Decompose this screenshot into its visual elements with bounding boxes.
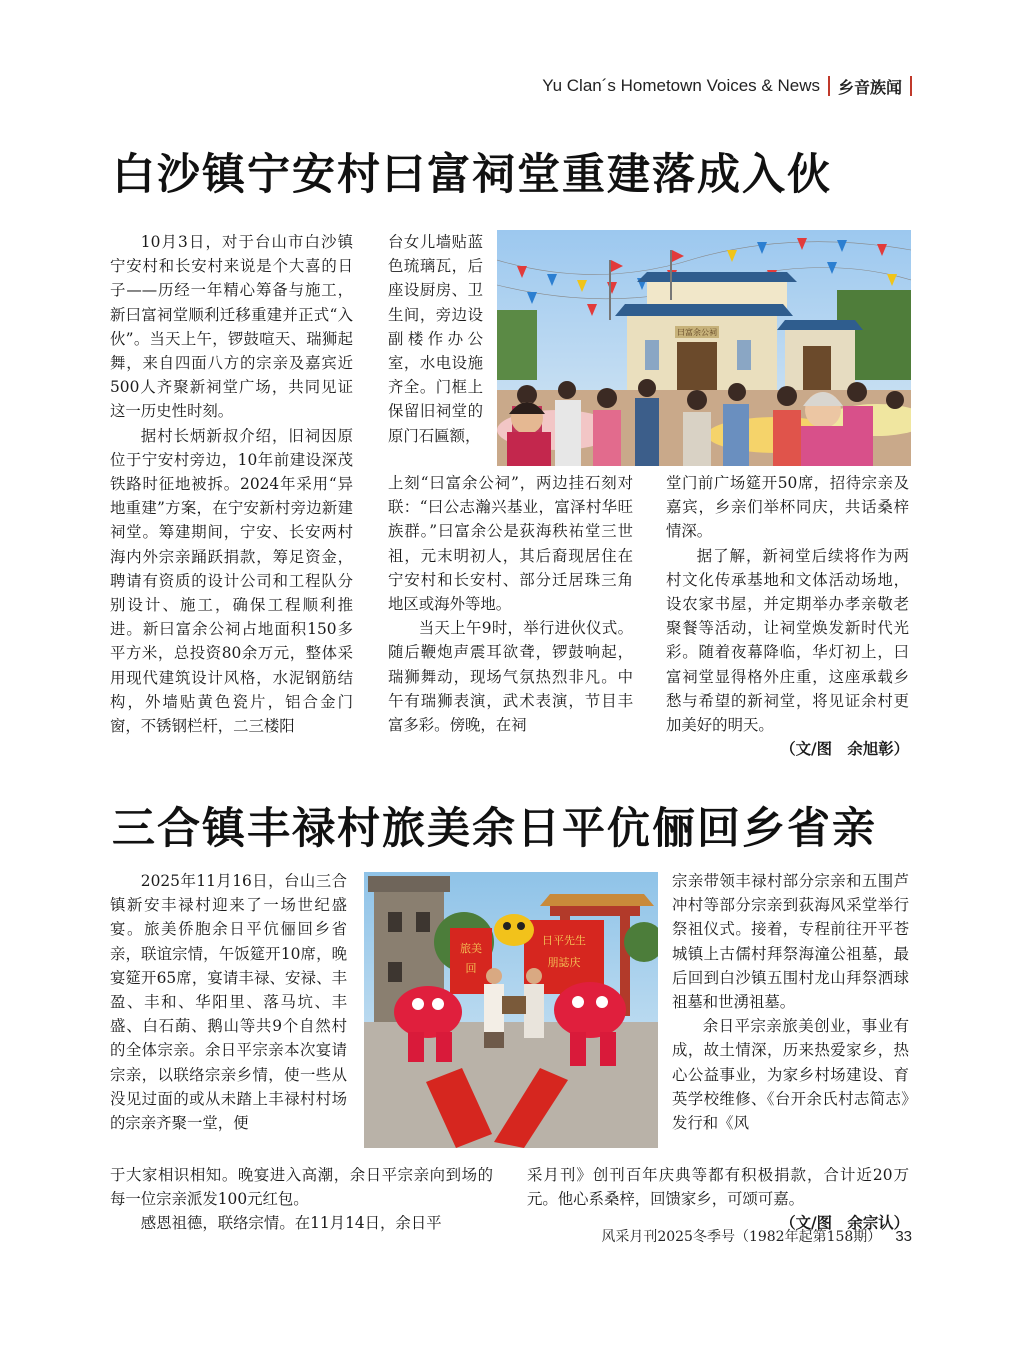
lion-dance-photo-image: [364, 872, 658, 1148]
banner-left-text-2: 回: [465, 962, 477, 975]
article1-paragraph: 堂门前广场筵开50席，招待宗亲及嘉宾，乡亲们举杯同庆，共话桑梓情深。: [666, 474, 909, 541]
article2-column-3-wide: [527, 1163, 909, 1236]
article2-paragraph: 余日平宗亲旅美创业，事业有成，故土情深，历来热爱家乡，热心公益事业，为家乡村场建设、育英学校维修、《台开余氏村志简志》发行和《风: [672, 1017, 909, 1133]
article1-headline: 白沙镇宁安村曰富祠堂重建落成入伙: [112, 150, 832, 200]
page-number: 33: [895, 1228, 912, 1245]
article1-paragraph: 据村长炳新叔介绍，旧祠因原位于宁安村旁边，10年前建设深茂铁路时征地被拆。2024年采用“异地重建”方案，在宁安新村旁边新建祠堂。筹建期间，宁安、长安两村海内外宗亲踊跃捐款，筹足资金，聘请有资质的设计公司和工程队分别设计、施工，确保工程顺利推进。新曰富余公祠占地面积150多平方米，总投资80余万元，整体采用现代建筑设计风格，水泥钢筋结构，外墙贴黄色瓷片，铝合金门窗，不锈钢栏杆，二三楼阳: [110, 426, 353, 736]
article1-paragraph: 据了解，新祠堂后续将作为两村文化传承基地和文体活动场地，设农家书屋，并定期举办孝亲敬老聚餐等活动，让祠堂焕发新时代光彩。随着夜幕降临，华灯初上，曰富祠堂显得格外庄重，这座承载乡愁与希望的新祠堂，将见证余村更加美好的明天。: [666, 546, 909, 735]
article2-paragraph: 于大家相识相知。晚宴进入高潮，余日平宗亲向到场的每一位宗亲派发100元红包。: [110, 1166, 493, 1209]
banner-right-text-2: 朋誌庆: [547, 956, 581, 969]
article1-column-2: [388, 471, 633, 737]
article2-column-1-wide: [110, 1163, 493, 1236]
article2-paragraph: 感恩祖德，联络宗情。在11月14日，余日平: [140, 1214, 442, 1233]
article1-paragraph: 台女儿墙贴蓝色琉璃瓦，后座设厨房、卫生间，旁边设副楼作办公室，水电设施齐全。门框上保留旧祠堂的原门石匾额，: [388, 233, 483, 445]
article2-column-1: [110, 869, 347, 1135]
hall-plaque-text: 曰富余公祠: [677, 328, 717, 337]
article2-headline: 三合镇丰禄村旅美余日平伉俪回乡省亲: [112, 804, 877, 854]
article2-credit: （文/图 余宗认）: [780, 1214, 909, 1233]
lion-dance-photo: [364, 872, 658, 1148]
article1-paragraph: 上刻“曰富余公祠”，两边挂石刻对联：“曰公志瀚兴基业，富泽村华旺族群。”曰富余公是荻海秩祐堂三世祖，元末明初人，其后裔现居住在宁安村和长安村、部分迁居珠三角地区或海外等地。: [388, 474, 633, 614]
header-divider-right: [910, 76, 912, 96]
magazine-issue: 风采月刊2025冬季号（1982年起第158期）: [601, 1229, 882, 1245]
page-header: [542, 72, 912, 100]
article1-paragraph: 当天上午9时，举行进伙仪式。随后鞭炮声震耳欲聋，锣鼓响起，瑞狮舞动，现场气氛热烈非凡。中午有瑞狮表演，武术表演，节目丰富多彩。傍晚，在祠: [388, 619, 633, 735]
article1-column-2-narrow: [388, 230, 483, 448]
article1-column-1: [110, 230, 353, 738]
article2-paragraph: 2025年11月16日，台山三合镇新安丰禄村迎来了一场世纪盛宴。旅美侨胞余日平伉俪回乡省亲，联谊宗情，午饭筵开10席，晚宴筵开65席，宴请丰禄、安禄、丰盈、丰和、华阳里、落马坑、丰盛、白石蓢、鹅山等共9个自然村的全体宗亲。余日平宗亲本次宴请宗亲，以联络宗亲乡情，使一些从没见过面的或从未踏上丰禄村村场的宗亲齐聚一堂，便: [110, 872, 347, 1133]
header-divider: [828, 76, 830, 96]
article1-credit: （文/图 余旭彰）: [780, 740, 909, 759]
article2-column-3: [672, 869, 909, 1135]
ancestral-hall-photo: [497, 230, 911, 466]
ancestral-hall-photo-image: [497, 230, 911, 466]
header-english-title: Yu Clan´s Hometown Voices & News: [542, 76, 820, 95]
banner-right-text: 日平先生: [542, 934, 586, 947]
header-chinese-title: 乡音族闻: [837, 77, 902, 97]
article2-paragraph: 宗亲带领丰禄村部分宗亲和五围芦冲村等部分宗亲到荻海风采堂举行祭祖仪式。接着，专程前往开平苍城镇上古儒村拜祭海潼公祖墓，最后回到白沙镇五围村龙山拜祭洒球祖墓和世湧祖墓。: [672, 872, 909, 1012]
banner-left-text: 旅美: [460, 942, 482, 955]
page-footer: [601, 1226, 912, 1246]
article1-column-3: [666, 471, 909, 761]
article1-paragraph: 10月3日，对于台山市白沙镇宁安村和长安村来说是个大喜的日子——历经一年精心筹备与施工，新曰富祠堂顺利迁移重建并正式“入伙”。当天上午，锣鼓喧天、瑞狮起舞，来自四面八方的宗亲及嘉宾近500人齐聚新祠堂广场，共同见证这一历史性时刻。: [110, 233, 353, 421]
article2-paragraph: 采月刊》创刊百年庆典等都有积极捐款，合计近20万元。他心系桑梓，回馈家乡，可颂可嘉。: [527, 1166, 909, 1209]
